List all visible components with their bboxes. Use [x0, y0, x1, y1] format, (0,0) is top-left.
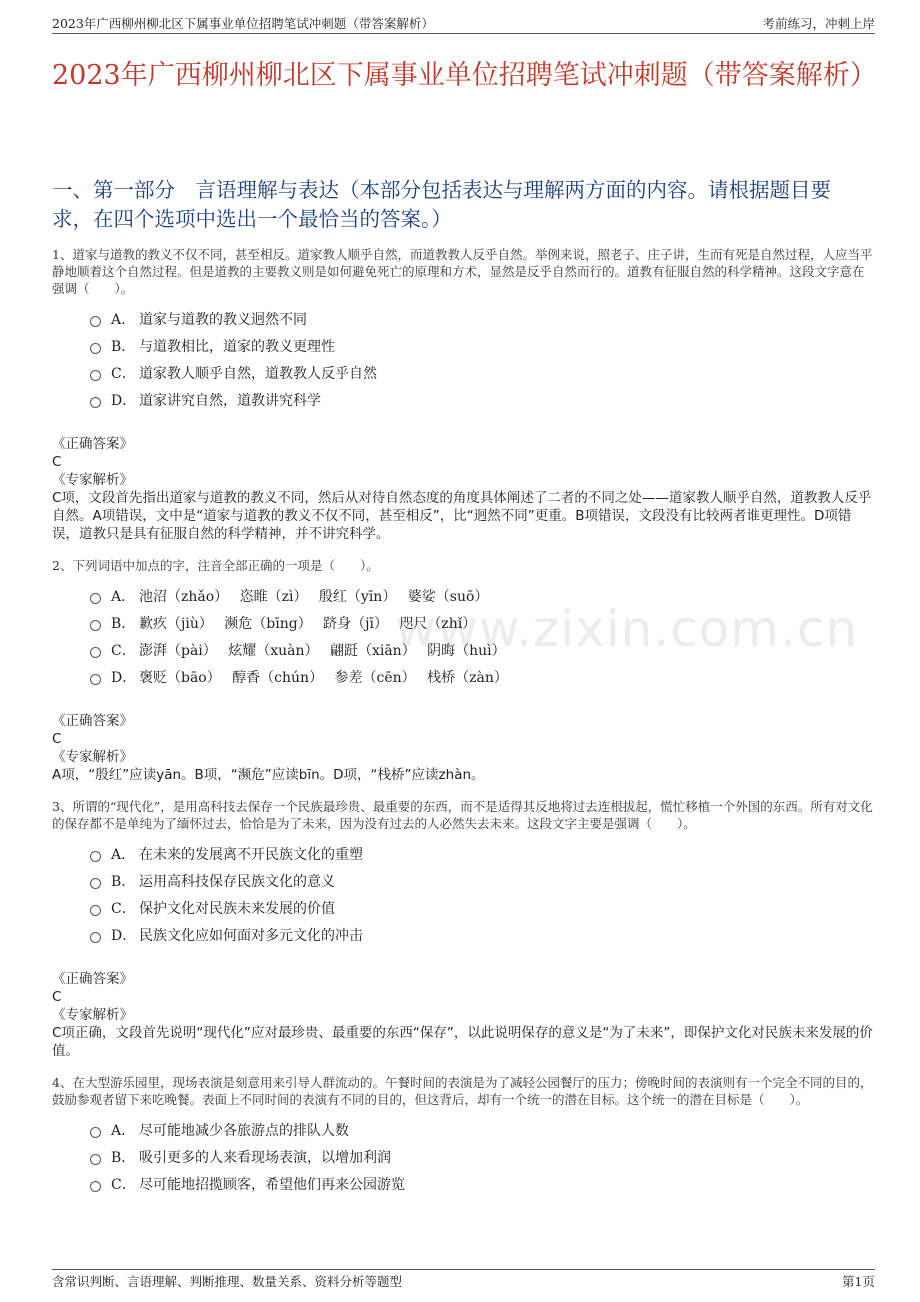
option-d[interactable] — [90, 386, 875, 413]
option-text: 道家教人顺乎自然，道教教人反乎自然 — [139, 365, 377, 382]
question-3 — [52, 798, 875, 1060]
question-stem: 4、在大型游乐园里，现场表演是刻意用来引导人群流动的。午餐时间的表演是为了减轻公园餐厅的压力；傍晚时间的表演则有一个完全不同的目的，鼓励参观者留下来吃晚餐。表面上不同时间的表演有不同的目的，但这背后，却有一个统一的潜在目标。这个统一的潜在目标是（ ）。 — [52, 1075, 873, 1107]
radio-icon[interactable] — [90, 851, 101, 862]
question-stem: 2、下列词语中加点的字，注音全部正确的一项是（ ）。 — [52, 558, 379, 573]
answer-value: C — [52, 989, 62, 1005]
option-letter: A． — [111, 311, 136, 328]
option-text: 池沼（zhǎo） 恣睢（zì） 殷红（yīn） 婆娑（suō） — [139, 588, 489, 605]
option-d[interactable] — [90, 921, 875, 948]
option-list — [90, 305, 875, 413]
option-list — [90, 1116, 875, 1197]
option-text: 歉疚（jiù） 濒危（bīng） 跻身（jī） 咫尺（zhǐ） — [139, 615, 477, 632]
question-1 — [52, 246, 875, 543]
option-letter: B． — [111, 338, 136, 355]
option-text: 褒贬（bāo） 醇香（chún） 参差（cēn） 栈桥（zàn） — [139, 669, 508, 686]
option-letter: B． — [111, 1149, 136, 1166]
option-letter: C． — [111, 642, 136, 659]
option-text: 吸引更多的人来看现场表演，以增加利润 — [139, 1149, 391, 1166]
option-b[interactable] — [90, 1143, 875, 1170]
analysis-text: C项，文段首先指出道家与道教的教义不同，然后从对待自然态度的角度具体阐述了二者的不同之处——道家教人顺乎自然，道教教人反乎自然。A项错误，文中是“道家与道教的教义不仅不同，甚至相反”，比“迥然不同”更重。B项错误，文段没有比较两者谁更理性。D项错误，道教只是具有征服自然的科学精神，并不讲究科学。 — [52, 490, 872, 542]
radio-icon[interactable] — [90, 620, 101, 631]
question-stem: 1、道家与道教的教义不仅不同，甚至相反。道家教人顺乎自然，而道教教人反乎自然。举例来说，照老子、庄子讲，生而有死是自然过程，人应当平静地顺着这个自然过程。但是道教的主要教义则是如何避免死亡的原理和方术，显然是反乎自然而行的。道教有征服自然的科学精神。这段文字意在强调（ ）。 — [52, 247, 873, 296]
option-text: 澎湃（pài） 炫耀（xuàn） 翩跹（xiān） 阴晦（huì） — [139, 642, 506, 659]
option-a[interactable] — [90, 840, 875, 867]
header-slogan: 考前练习，冲刺上岸 — [762, 16, 875, 31]
radio-icon[interactable] — [90, 932, 101, 943]
page-footer — [52, 1269, 875, 1288]
option-b[interactable] — [90, 332, 875, 359]
radio-icon[interactable] — [90, 1154, 101, 1165]
option-b[interactable] — [90, 867, 875, 894]
option-b[interactable] — [90, 609, 875, 636]
radio-icon[interactable] — [90, 593, 101, 604]
page-header — [52, 10, 875, 34]
analysis-label: 《专家解析》 — [52, 472, 133, 488]
radio-icon[interactable] — [90, 878, 101, 889]
option-letter: C． — [111, 1176, 136, 1193]
option-text: 运用高科技保存民族文化的意义 — [139, 873, 335, 890]
answer-value: C — [52, 731, 62, 747]
option-c[interactable] — [90, 359, 875, 386]
radio-icon[interactable] — [90, 316, 101, 327]
option-c[interactable] — [90, 636, 875, 663]
analysis-label: 《专家解析》 — [52, 749, 133, 765]
option-text: 与道教相比，道家的教义更理性 — [139, 338, 335, 355]
analysis-text: A项，“殷红”应读yān。B项，“濒危”应读bīn。D项，“栈桥”应读zhàn。 — [52, 767, 485, 783]
option-letter: D． — [111, 392, 137, 409]
question-list — [52, 246, 875, 1211]
option-letter: C． — [111, 900, 136, 917]
option-list — [90, 582, 875, 690]
option-text: 道家讲究自然，道教讲究科学 — [139, 392, 321, 409]
radio-icon[interactable] — [90, 1127, 101, 1138]
option-list — [90, 840, 875, 948]
document-title: 2023年广西柳州柳北区下属事业单位招聘笔试冲刺题（带答案解析） — [52, 60, 877, 92]
page-number: 第1页 — [842, 1274, 875, 1289]
radio-icon[interactable] — [90, 370, 101, 381]
option-a[interactable] — [90, 305, 875, 332]
radio-icon[interactable] — [90, 674, 101, 685]
option-c[interactable] — [90, 1170, 875, 1197]
option-a[interactable] — [90, 582, 875, 609]
option-text: 尽可能地招揽顾客，希望他们再来公园游览 — [139, 1176, 405, 1193]
option-letter: D． — [111, 669, 137, 686]
radio-icon[interactable] — [90, 1181, 101, 1192]
option-letter: C． — [111, 365, 136, 382]
option-c[interactable] — [90, 894, 875, 921]
question-2 — [52, 557, 875, 784]
question-4 — [52, 1074, 875, 1197]
option-a[interactable] — [90, 1116, 875, 1143]
option-text: 保护文化对民族未来发展的价值 — [139, 900, 335, 917]
header-title: 2023年广西柳州柳北区下属事业单位招聘笔试冲刺题（带答案解析） — [52, 16, 434, 31]
answer-label: 《正确答案》 — [52, 971, 133, 987]
option-text: 道家与道教的教义迥然不同 — [139, 311, 307, 328]
analysis-text: C项正确，文段首先说明“现代化”应对最珍贵、最重要的东西“保存”，以此说明保存的意义是“为了未来”，即保护文化对民族未来发展的价值。 — [52, 1025, 873, 1059]
option-letter: B． — [111, 615, 136, 632]
answer-label: 《正确答案》 — [52, 713, 133, 729]
option-text: 在未来的发展离不开民族文化的重塑 — [139, 846, 363, 863]
watermark: www.zixin.com.cn — [395, 600, 859, 658]
option-text: 尽可能地减少各旅游点的排队人数 — [139, 1122, 349, 1139]
answer-block — [52, 712, 875, 784]
option-letter: D． — [111, 927, 137, 944]
option-letter: B． — [111, 873, 136, 890]
question-stem: 3、所谓的“现代化”，是用高科技去保存一个民族最珍贵、最重要的东西，而不是适得其反地将过去连根拔起，慌忙移植一个外国的东西。所有对文化的保存都不是单纯为了缅怀过去，恰恰是为了未来，因为没有过去的人必然失去未来。这段文字主要是强调（ ）。 — [52, 799, 873, 831]
section-heading: 一、第一部分 言语理解与表达（本部分包括表达与理解两方面的内容。请根据题目要求，在四个选项中选出一个最恰当的答案。） — [52, 178, 831, 231]
answer-label: 《正确答案》 — [52, 436, 133, 452]
footer-note: 含常识判断、言语理解、判断推理、数量关系、资料分析等题型 — [52, 1274, 403, 1289]
option-letter: A． — [111, 1122, 136, 1139]
option-text: 民族文化应如何面对多元文化的冲击 — [139, 927, 363, 944]
radio-icon[interactable] — [90, 343, 101, 354]
radio-icon[interactable] — [90, 905, 101, 916]
answer-block — [52, 970, 875, 1060]
radio-icon[interactable] — [90, 397, 101, 408]
radio-icon[interactable] — [90, 647, 101, 658]
answer-value: C — [52, 454, 62, 470]
option-d[interactable] — [90, 663, 875, 690]
analysis-label: 《专家解析》 — [52, 1007, 133, 1023]
answer-block — [52, 435, 875, 543]
option-letter: A． — [111, 846, 136, 863]
option-letter: A． — [111, 588, 136, 605]
